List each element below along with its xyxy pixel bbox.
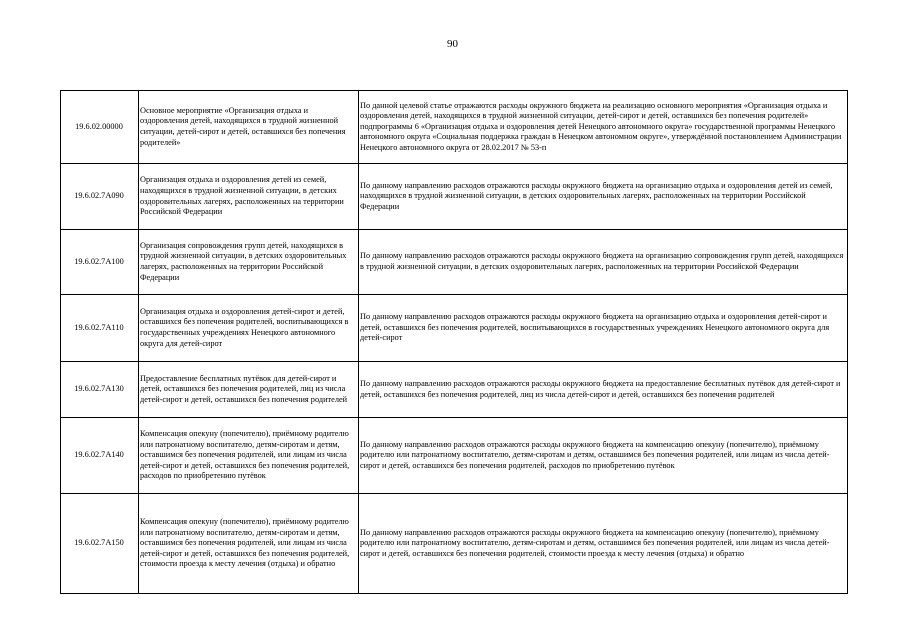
row-name: Компенсация опекуну (попечителю), приёмному родителю или патронатному воспитателю, детям-сиротам и детям, оставшимся без попечения родителей, или лицам из числа детей-сирот и детей, оставшихся без попечения родителей, расходов по приобретению путёвок (139, 418, 359, 494)
row-name: Организация отдыха и оздоровления детей-сирот и детей, оставшихся без попечения родителей, воспитывающихся в государственных учреждениях Ненецкого автономного округа для детей-сирот (139, 295, 359, 362)
row-name: Организация отдыха и оздоровления детей из семей, находящихся в трудной жизненной ситуации, в детских оздоровительных лагерях, расположенных на территории Российской Федерации (139, 164, 359, 230)
row-code: 19.6.02.7А150 (61, 494, 139, 594)
row-code: 19.6.02.7А090 (61, 164, 139, 230)
table-row (61, 418, 848, 494)
row-name: Компенсация опекуну (попечителю), приёмному родителю или патронатному воспитателю, детям-сиротам и детям, оставшимся без попечения родителей, или лицам из числа детей-сирот и детей, оставшихся без попечения родителей, стоимости проезда к месту лечения (отдыха) и обратно (139, 494, 359, 594)
row-name: Основное мероприятие «Организация отдыха и оздоровления детей, находящихся в трудной жизненной ситуации, детей-сирот и детей, оставшихся без попечения родителей» (139, 91, 359, 164)
row-description: По данному направлению расходов отражаются расходы окружного бюджета на компенсацию опекуну (попечителю), приёмному родителю или патронатному воспитателю, детям-сиротам и детям, оставшимся без попечения родителей, или лицам из числа детей-сирот и детей, оставшихся без попечения родителей, стоимости проезда к месту лечения (отдыха) и обратно (359, 494, 848, 594)
table-row (61, 362, 848, 418)
budget-classification-table (60, 90, 848, 594)
row-code: 19.6.02.7А130 (61, 362, 139, 418)
row-code: 19.6.02.7А140 (61, 418, 139, 494)
row-name: Предоставление бесплатных путёвок для детей-сирот и детей, оставшихся без попечения родителей, лиц из числа детей-сирот и детей, оставшихся без попечения родителей (139, 362, 359, 418)
table-row (61, 295, 848, 362)
row-description: По данному направлению расходов отражаются расходы окружного бюджета на организацию отдыха и оздоровления детей из семей, находящихся в трудной жизненной ситуации, в детских оздоровительных лагерях, расположенных на территории Российской Федерации (359, 164, 848, 230)
table-row (61, 91, 848, 164)
table-row (61, 230, 848, 295)
row-description: По данному направлению расходов отражаются расходы окружного бюджета на компенсацию опекуну (попечителю), приёмному родителю или патронатному воспитателю, детям-сиротам и детям, оставшимся без попечения родителей, или лицам из числа детей-сирот и детей, оставшихся без попечения родителей, расходов по приобретению путёвок (359, 418, 848, 494)
row-name: Организация сопровождения групп детей, находящихся в трудной жизненной ситуации, в детских оздоровительных лагерях, расположенных на территории Российской Федерации (139, 230, 359, 295)
table-row (61, 164, 848, 230)
row-code: 19.6.02.00000 (61, 91, 139, 164)
row-description: По данной целевой статье отражаются расходы окружного бюджета на реализацию основного мероприятия «Организация отдыха и оздоровления детей, находящихся в трудной жизненной ситуации, детей-сирот и детей, оставшихся без попечения родителей» подпрограммы 6 «Организация отдыха и оздоровления детей Ненецкого автономного округа» государственной программы Ненецкого автономного округа «Социальная поддержка граждан в Ненецком автономном округе», утверждённой постановлением Администрации Ненецкого автономного округа от 28.02.2017 № 53-п (359, 91, 848, 164)
row-code: 19.6.02.7А100 (61, 230, 139, 295)
table-row (61, 494, 848, 594)
row-description: По данному направлению расходов отражаются расходы окружного бюджета на предоставление бесплатных путёвок для детей-сирот и детей, оставшихся без попечения родителей, лиц из числа детей-сирот и детей, оставшихся без попечения родителей (359, 362, 848, 418)
page-number: 90 (447, 38, 458, 50)
row-description: По данному направлению расходов отражаются расходы окружного бюджета на организацию сопровождения групп детей, находящихся в трудной жизненной ситуации, в детских оздоровительных лагерях, расположенных на территории Российской Федерации (359, 230, 848, 295)
row-code: 19.6.02.7А110 (61, 295, 139, 362)
row-description: По данному направлению расходов отражаются расходы окружного бюджета на организацию отдыха и оздоровления детей-сирот и детей, оставшихся без попечения родителей, воспитывающихся в государственных учреждениях Ненецкого автономного округа для детей-сирот (359, 295, 848, 362)
